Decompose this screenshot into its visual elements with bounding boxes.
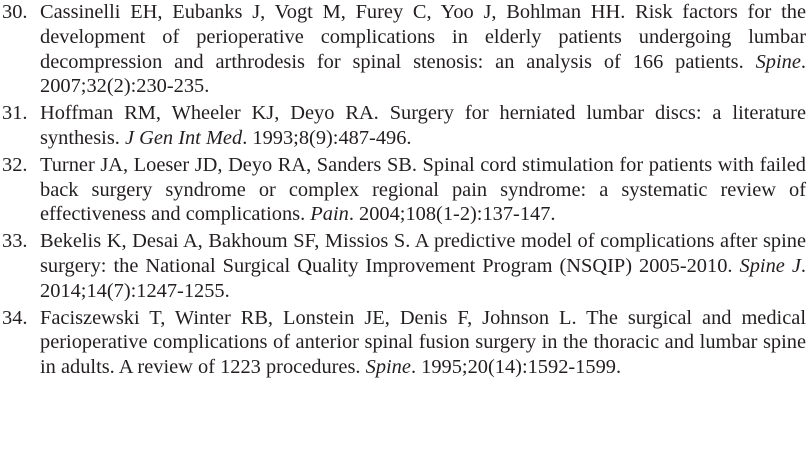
- reference-journal: Spine: [365, 356, 411, 379]
- reference-item-34: 34. Faciszewski T, Winter RB, Lonstein JE, Denis F, Johnson L. The surgical and medical perioperative complications of anterior spinal fusion surgery in the thoracic and lumbar spine in adults. A review of 1223 procedures. Spine. 1995;20(14):1592-1599.: [2, 306, 806, 379]
- reference-authors-title: Turner JA, Loeser JD, Deyo RA, Sanders SB. Spinal cord stimulation for patients with failed back surgery syndrome or complex regional pain syndrome: a systematic review of effectiveness and complications.: [40, 153, 806, 226]
- reference-journal: Spine: [755, 50, 801, 73]
- reference-number: 30.: [2, 1, 28, 23]
- reference-item-33: 33. Bekelis K, Desai A, Bakhoum SF, Missios S. A predictive model of complications after spine surgery: the National Surgical Quality Improvement Program (NSQIP) 2005-2010. Spine J. 2014;14(7):1247-1255.: [2, 230, 806, 302]
- reference-number: 32.: [2, 153, 28, 176]
- reference-citation: 2014;14(7):1247-1255.: [40, 279, 230, 302]
- reference-item-30: 30. Cassinelli EH, Eubanks J, Vogt M, Furey C, Yoo J, Bohlman HH. Risk factors for the development of perioperative complications in elderly patients undergoing lumbar decompression and arthrodesis for spinal stenosis: an analysis of 166 patients. Spine. 2007;32(2):230-235.: [2, 1, 806, 98]
- reference-item-31: 31. Hoffman RM, Wheeler KJ, Deyo RA. Surgery for herniated lumbar discs: a literature synthesis. J Gen Int Med. 1993;8(9):487-496.: [2, 102, 806, 149]
- reference-authors-title: Bekelis K, Desai A, Bakhoum SF, Missios S. A predictive model of complications after spine surgery: the National Surgical Quality Improvement Program (NSQIP) 2005-2010.: [40, 230, 806, 277]
- reference-journal: Pain: [310, 203, 349, 226]
- reference-journal: Spine J: [739, 254, 801, 277]
- reference-authors-title: Faciszewski T, Winter RB, Lonstein JE, Denis F, Johnson L. The surgical and medical perioperative complications of anterior spinal fusion surgery in the thoracic and lumbar spine in adults. A review of 1223 procedures.: [40, 306, 806, 379]
- reference-authors-title: Hoffman RM, Wheeler KJ, Deyo RA. Surgery for herniated lumbar discs: a literature synthesis.: [40, 102, 806, 149]
- reference-citation: 2004;108(1-2):137-147.: [359, 203, 556, 226]
- reference-journal: J Gen Int Med: [124, 126, 243, 149]
- reference-citation: 1995;20(14):1592-1599.: [421, 356, 622, 379]
- reference-item-32: 32. Turner JA, Loeser JD, Deyo RA, Sanders SB. Spinal cord stimulation for patients with failed back surgery syndrome or complex regional pain syndrome: a systematic review of effectiveness and complications. Pain. 2004;108(1-2):137-147.: [2, 153, 806, 226]
- reference-citation: 1993;8(9):487-496.: [252, 126, 412, 149]
- reference-number: 31.: [2, 102, 28, 125]
- reference-number: 34.: [2, 306, 28, 329]
- reference-number: 33.: [2, 230, 28, 253]
- reference-citation: 2007;32(2):230-235.: [40, 75, 210, 98]
- reference-authors-title: Cassinelli EH, Eubanks J, Vogt M, Furey C, Yoo J, Bohlman HH. Risk factors for the development of perioperative complications in elderly patients undergoing lumbar decompression and arthrodesis for spinal stenosis: an analysis of 166 patients.: [40, 1, 806, 73]
